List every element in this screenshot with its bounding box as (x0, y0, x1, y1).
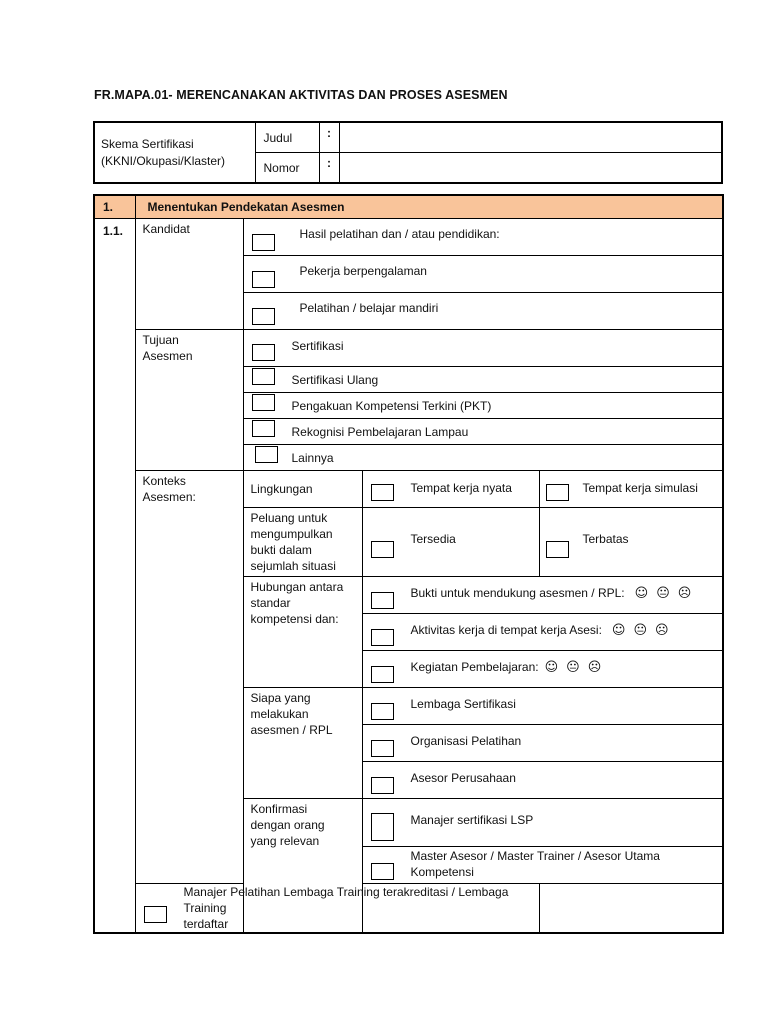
tujuan-option-5-label: Lainnya (291, 450, 334, 465)
siapa-option-1 (362, 688, 723, 725)
lingkungan-option-1 (362, 471, 539, 508)
scheme-label-line1: Skema Sertifikasi (101, 136, 194, 151)
konfirmasi-option-1-label: Manajer sertifikasi LSP (410, 812, 534, 827)
kandidat-checkbox-2[interactable] (252, 271, 275, 288)
lingkungan-option-2 (539, 471, 723, 508)
tujuan-option-5 (243, 445, 723, 471)
sad-face-icon[interactable]: ☹ (677, 585, 692, 601)
siapa-label-line1: Siapa yang (250, 691, 311, 705)
siapa-label (243, 688, 362, 799)
tujuan-option-1 (243, 330, 723, 367)
tujuan-option-4 (243, 419, 723, 445)
lingkungan-label: Lingkungan (243, 471, 362, 508)
sad-face-icon[interactable]: ☹ (587, 659, 602, 675)
peluang-option-1 (362, 508, 539, 577)
neutral-face-icon[interactable]: 😐 (566, 659, 580, 675)
peluang-option-1-label: Tersedia (410, 532, 456, 546)
peluang-checkbox-1[interactable] (371, 541, 394, 558)
siapa-checkbox-1[interactable] (371, 703, 394, 720)
kandidat-checkbox-3[interactable] (252, 308, 275, 325)
siapa-option-2-label: Organisasi Pelatihan (410, 734, 522, 748)
konfirmasi-option-3 (135, 884, 539, 934)
tujuan-checkbox-3[interactable] (252, 394, 275, 411)
kandidat-option-1 (243, 219, 723, 256)
konfirmasi-option-3-line2: terdaftar (183, 917, 229, 931)
peluang-checkbox-2[interactable] (546, 541, 569, 558)
peluang-option-2-label: Terbatas (582, 532, 629, 546)
konteks-asesmen-label (135, 471, 243, 884)
smile-face-icon[interactable]: ☺ (544, 659, 559, 675)
konfirmasi-checkbox-1[interactable] (371, 813, 394, 841)
document-title: FR.MAPA.01- MERENCANAKAN AKTIVITAS DAN PROSES ASESMEN (94, 88, 508, 102)
lingkungan-option-2-label: Tempat kerja simulasi (582, 481, 698, 495)
neutral-face-icon[interactable]: 😐 (633, 622, 648, 638)
kandidat-checkbox-1[interactable] (252, 234, 275, 251)
tujuan-option-2-label: Sertifikasi Ulang (291, 372, 379, 387)
kandidat-option-3 (243, 293, 723, 330)
hubungan-option-1-label: Bukti untuk mendukung asesmen / RPL: (410, 586, 625, 600)
hubungan-label-line2: standar (250, 596, 291, 610)
tujuan-option-3-label: Pengakuan Kompetensi Terkini (PKT) (291, 398, 492, 413)
konteks-label-line1: Konteks (142, 474, 186, 488)
siapa-option-3-label: Asesor Perusahaan (410, 771, 516, 785)
tujuan-checkbox-1[interactable] (252, 344, 275, 361)
hubungan-option-2-label: Aktivitas kerja di tempat kerja Asesi: (410, 623, 602, 637)
tujuan-label-line1: Tujuan (142, 333, 179, 347)
assessment-approach-table (93, 194, 724, 934)
siapa-label-line2: melakukan (250, 707, 309, 721)
konfirmasi-checkbox-2[interactable] (371, 863, 394, 880)
hubungan-checkbox-3[interactable] (371, 666, 394, 683)
siapa-checkbox-2[interactable] (371, 740, 394, 757)
peluang-option-2 (539, 508, 723, 577)
hubungan-option-1-faces (625, 586, 692, 601)
hubungan-option-3-label: Kegiatan Pembelajaran: (410, 660, 539, 674)
peluang-label-line3: bukti dalam (250, 543, 312, 557)
lingkungan-checkbox-1[interactable] (371, 484, 394, 501)
hubungan-option-2-faces (602, 623, 669, 638)
nomor-colon: : (319, 153, 339, 184)
konfirmasi-option-1 (362, 799, 723, 847)
kandidat-option-2-label: Pekerja berpengalaman (299, 264, 427, 278)
scheme-table (93, 121, 723, 184)
scheme-label (94, 122, 255, 183)
hubungan-label-line3: kompetensi dan: (250, 612, 339, 626)
hubungan-option-3-faces (539, 660, 602, 675)
hubungan-checkbox-2[interactable] (371, 629, 394, 646)
hubungan-option-1 (362, 577, 723, 614)
tujuan-asesmen-label (135, 330, 243, 471)
kandidat-option-1-label: Hasil pelatihan dan / atau pendidikan: (299, 227, 500, 241)
tujuan-option-2 (243, 367, 723, 393)
sub-section-number: 1.1. (94, 219, 135, 934)
hubungan-label (243, 577, 362, 688)
siapa-option-3 (362, 762, 723, 799)
tujuan-label-line2: Asesmen (142, 349, 193, 363)
siapa-option-1-label: Lembaga Sertifikasi (410, 697, 516, 711)
judul-label: Judul (255, 122, 319, 153)
konfirmasi-option-2 (362, 847, 723, 884)
judul-colon: : (319, 122, 339, 153)
tujuan-option-4-label: Rekognisi Pembelajaran Lampau (291, 424, 469, 439)
siapa-checkbox-3[interactable] (371, 777, 394, 794)
peluang-label-line1: Peluang untuk (250, 511, 328, 525)
nomor-value-field[interactable] (339, 153, 722, 184)
peluang-label-line4: sejumlah situasi (250, 559, 336, 573)
sad-face-icon[interactable]: ☹ (655, 622, 669, 638)
konfirmasi-label-line2: dengan orang (250, 818, 325, 832)
kandidat-option-3-label: Pelatihan / belajar mandiri (299, 301, 439, 315)
kandidat-label: Kandidat (135, 219, 243, 330)
scheme-label-line2: (KKNI/Okupasi/Klaster) (101, 153, 226, 168)
siapa-option-2 (362, 725, 723, 762)
hubungan-checkbox-1[interactable] (371, 592, 394, 609)
section-header-row (94, 195, 723, 219)
tujuan-checkbox-4[interactable] (252, 420, 275, 437)
smile-face-icon[interactable]: ☺ (634, 585, 649, 601)
nomor-label: Nomor (255, 153, 319, 184)
konfirmasi-label-line1: Konfirmasi (250, 802, 308, 816)
konfirmasi-option-3-line1: Manajer Pelatihan Lembaga Training terakreditasi / Lembaga Training (183, 885, 509, 915)
neutral-face-icon[interactable]: 😐 (656, 585, 670, 601)
hubungan-option-2 (362, 614, 723, 651)
siapa-label-line3: asesmen / RPL (250, 723, 333, 737)
konfirmasi-label-line3: yang relevan (250, 834, 320, 848)
hubungan-option-3 (362, 651, 723, 688)
peluang-label (243, 508, 362, 577)
konfirmasi-option-3-label (184, 884, 539, 932)
tujuan-option-1-label: Sertifikasi (291, 339, 344, 353)
lingkungan-option-1-label: Tempat kerja nyata (410, 481, 512, 495)
judul-value-field[interactable] (339, 122, 722, 153)
tujuan-option-3 (243, 393, 723, 419)
smile-face-icon[interactable]: ☺ (611, 622, 626, 638)
lingkungan-checkbox-2[interactable] (546, 484, 569, 501)
peluang-label-line2: mengumpulkan (250, 527, 333, 541)
tujuan-checkbox-2[interactable] (252, 368, 275, 385)
hubungan-label-line1: Hubungan antara (250, 580, 344, 594)
konfirmasi-checkbox-3[interactable] (144, 906, 167, 923)
section-title: Menentukan Pendekatan Asesmen (135, 195, 723, 219)
konfirmasi-option-2-label: Master Asesor / Master Trainer / Asesor Utama Kompetensi (410, 849, 660, 879)
kandidat-option-2 (243, 256, 723, 293)
section-number: 1. (94, 195, 135, 219)
konteks-label-line2: Asesmen: (142, 490, 196, 504)
tujuan-checkbox-5[interactable] (255, 446, 278, 463)
